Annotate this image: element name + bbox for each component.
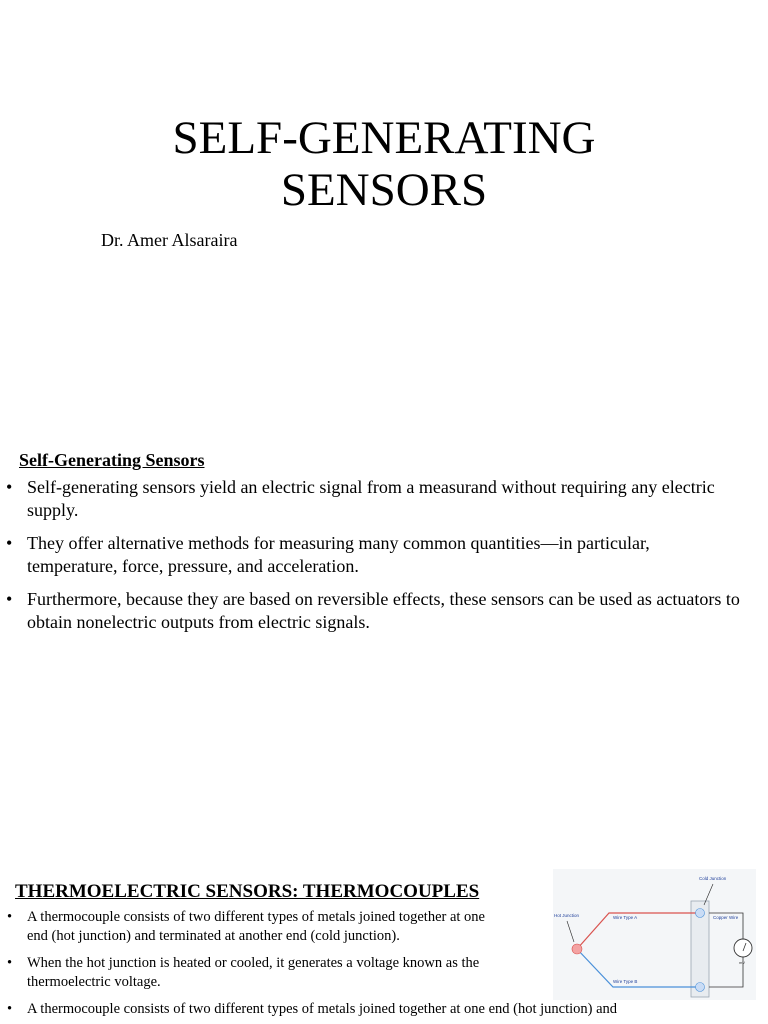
list-item-text: They offer alternative methods for measuring many common quantities—in particular, temperature, force, pressure, and acceleration. [27, 533, 650, 576]
hot-junction-label: Hot Junction [554, 913, 580, 918]
cold-junction-dot-bottom [696, 983, 705, 992]
self-generating-sensors-slide [0, 430, 768, 690]
voltmeter-icon [734, 939, 752, 957]
list-item [0, 532, 740, 578]
bullet-icon: • [7, 1001, 13, 1017]
bullet-icon: • [7, 955, 13, 971]
bullet-list [0, 476, 740, 644]
hot-junction-pointer [567, 921, 574, 942]
author-name: Dr. Amer Alsaraira [101, 230, 238, 250]
list-item-text: A thermocouple consists of two different types of metals joined together at one end (hot junction) and [27, 1001, 618, 1017]
hot-junction-dot [572, 944, 582, 954]
list-item-text: When the hot junction is heated or cooled, it generates a voltage known as the thermoelectric voltage. [27, 955, 480, 990]
list-item-text: A thermocouple consists of two different types of metals joined together at one end (hot junction) and terminated at another end (cold junction). [27, 909, 485, 944]
bullet-icon: • [7, 909, 13, 925]
wire-type-b-label: Wire Type B [613, 979, 638, 984]
list-item [0, 908, 507, 946]
copper-wire-bottom [709, 957, 743, 987]
thermocouple-diagram [553, 869, 756, 1000]
list-item [0, 1000, 700, 1019]
wire-type-a-label: Wire Type A [613, 915, 638, 920]
bullet-icon: • [6, 477, 13, 497]
list-item [0, 476, 740, 522]
thermocouples-slide [0, 860, 768, 1024]
copper-wire-label: Copper Wire [713, 915, 739, 920]
meter-label: mV [739, 960, 745, 965]
bullet-icon: • [6, 533, 13, 553]
wire-type-a [577, 913, 701, 949]
bullet-icon: • [6, 589, 13, 609]
title-slide [0, 0, 768, 300]
list-item [0, 954, 507, 992]
list-item-text: Furthermore, because they are based on reversible effects, these sensors can be used as actuators to obtain nonelectric outputs from electric signals. [27, 589, 740, 632]
slide-heading: Self-Generating Sensors [19, 450, 205, 470]
slide-title [0, 112, 768, 216]
title-line-2: SENSORS [280, 164, 488, 216]
title-line-1: SELF-GENERATING [172, 112, 596, 164]
list-item [0, 588, 740, 634]
list-item-text: Self-generating sensors yield an electric signal from a measurand without requiring any electric supply. [27, 477, 715, 520]
slide-heading: THERMOELECTRIC SENSORS: THERMOCOUPLES [15, 881, 480, 902]
wire-type-b [577, 949, 701, 987]
cold-junction-label: Cold Junction [699, 876, 727, 881]
cold-junction-dot-top [696, 909, 705, 918]
